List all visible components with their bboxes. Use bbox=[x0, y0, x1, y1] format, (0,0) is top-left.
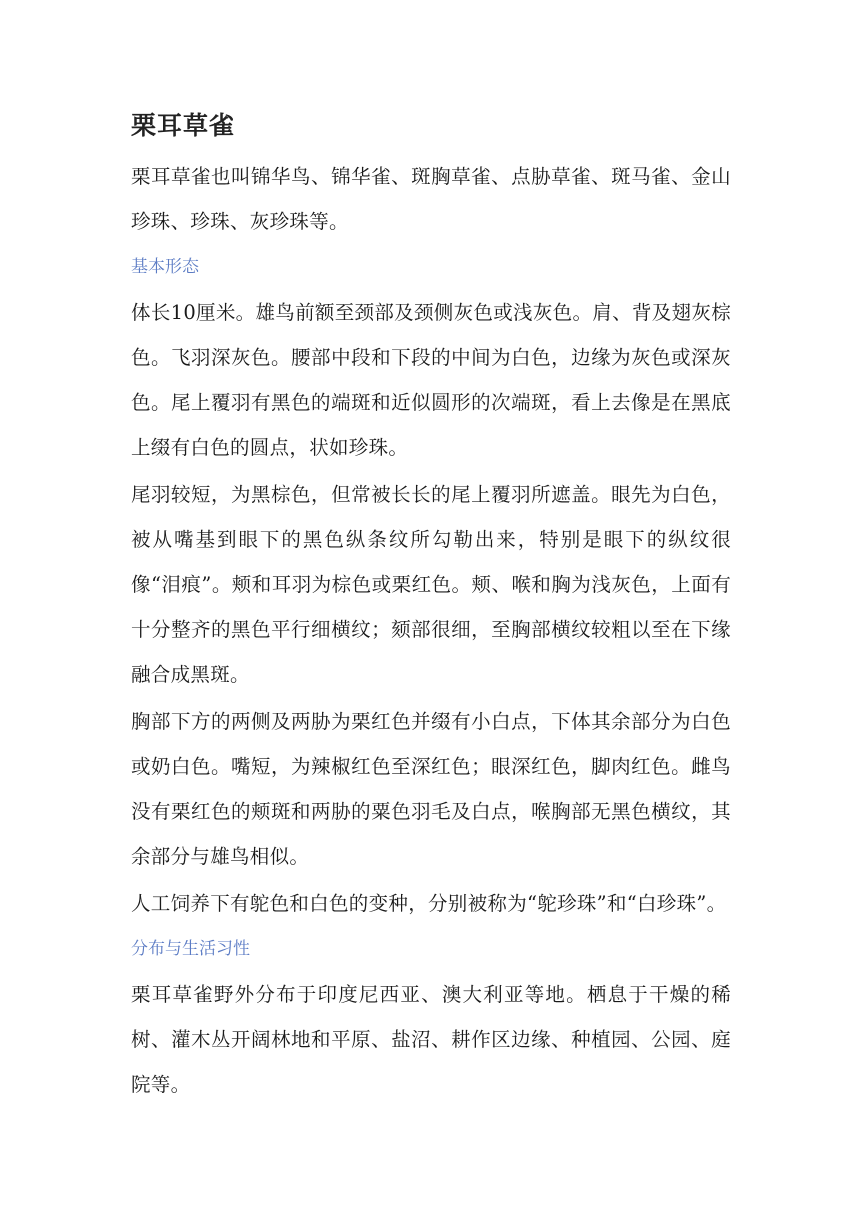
intro-paragraph: 栗耳草雀也叫锦华鸟、锦华雀、斑胸草雀、点胁草雀、斑马雀、金山珍珠、珍珠、灰珍珠等。 bbox=[131, 165, 731, 233]
paragraph: 尾羽较短，为黑棕色，但常被长长的尾上覆羽所遮盖。眼先为白色，被从嘴基到眼下的黑色纵条纹所勾勒出来，特别是眼下的纵纹很像“泪痕”。颊和耳羽为棕色或栗红色。颊、喉和胸为浅灰色，上面有十分整齐的黑色平行细横纹；颏部很细，至胸部横纹较粗以至在下缘融合成黑斑。 bbox=[131, 483, 731, 686]
document-page bbox=[131, 108, 731, 1109]
section-morphology bbox=[131, 254, 731, 926]
paragraph: 胸部下方的两侧及两胁为栗红色并缀有小白点，下体其余部分为白色或奶白色。嘴短，为辣椒红色至深红色；眼深红色，脚肉红色。雌鸟没有栗红色的颊斑和两胁的粟色羽毛及白点，喉胸部无黑色横纹，其余部分与雄鸟相似。 bbox=[131, 710, 731, 868]
page-title: 栗耳草雀 bbox=[131, 111, 236, 140]
paragraph: 体长10厘米。雄鸟前额至颈部及颈侧灰色或浅灰色。肩、背及翅灰棕色。飞羽深灰色。腰部中段和下段的中间为白色，边缘为灰色或深灰色。尾上覆羽有黑色的端斑和近似圆形的次端斑，看上去像是在黑底上缀有白色的圆点，状如珍珠。 bbox=[131, 301, 731, 459]
section-heading: 分布与生活习性 bbox=[131, 939, 250, 959]
section-distribution bbox=[131, 936, 731, 1107]
section-heading: 基本形态 bbox=[131, 257, 199, 277]
paragraph: 栗耳草雀野外分布于印度尼西亚、澳大利亚等地。栖息于干燥的稀树、灌木丛开阔林地和平原、盐沼、耕作区边缘、种植园、公园、庭院等。 bbox=[131, 983, 731, 1096]
paragraph: 人工饲养下有鸵色和白色的变种，分别被称为“鸵珍珠”和“白珍珠”。 bbox=[131, 892, 727, 915]
